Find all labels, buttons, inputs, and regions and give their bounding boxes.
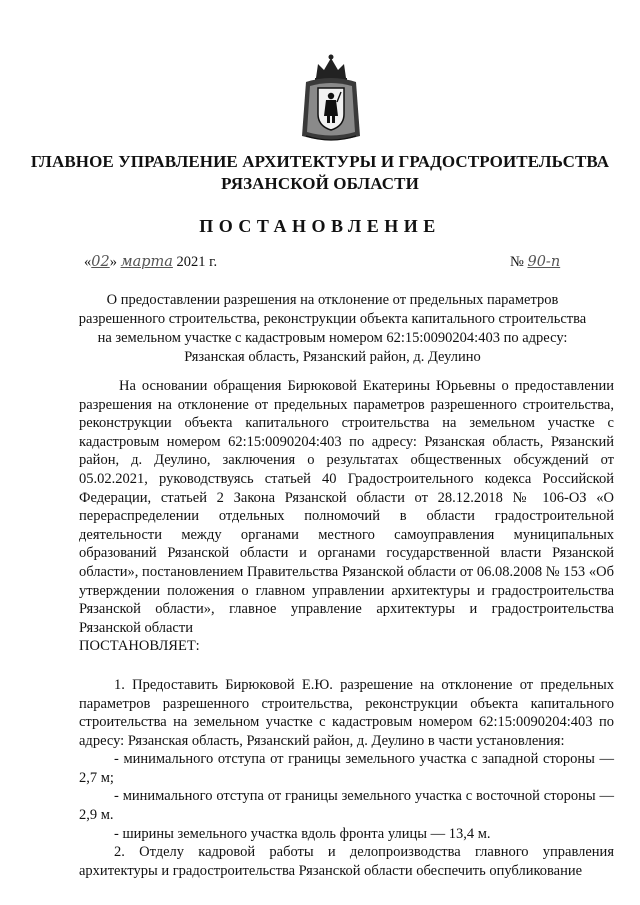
subject-line: О предоставлении разрешения на отклонение от предельных параметров — [106, 292, 559, 308]
date-day: 02 — [91, 254, 110, 270]
clause-1-bullet-width: - ширины земельного участка вдоль фронта улицы — 13,4 м. — [114, 825, 491, 842]
subject-line: Рязанская область, Рязанский район, д. Деулино — [184, 349, 481, 365]
subject-line: на земельном участке с кадастровым номером 62:15:0090204:403 по адресу: — [97, 330, 568, 346]
document-type-title: ПОСТАНОВЛЕНИЕ — [199, 216, 441, 236]
document-date — [84, 254, 217, 271]
document-body — [79, 377, 614, 880]
clause-1-bullet-west: - минимального отступа от границы земельного участка с западной стороны — 2,7 м; — [79, 751, 614, 786]
document-number — [510, 254, 560, 271]
preamble-paragraph: На основании обращения Бирюковой Екатерины Юрьевны о предоставлении разрешения на отклонение от предельных параметров разрешенного строительства, реконструкции объекта капитального строительства на земельном участке с кадастровым номером 62:15:0090204:403 по адресу: Рязанская область, Рязанский район, д. Деулино, заключения о результатах общественных обсуждений от 05.02.2021, руководствуясь статьей 40 Градостроительного кодекса Российской Федерации, статьей 2 Закона Рязанской области от 28.12.2018 № 106-ОЗ «О перераспределении отдельных полномочий в области градостроительной деятельности между органами местного самоуправления муниципальных образований Рязанской области и органами государственной власти Рязанской области», постановлением Правительства Рязанской области от 06.08.2008 № 153 «Об утверждении положения о главном управлении архитектуры и градостроительства Рязанской области», главное управление архитектуры и градостроительства Рязанской области — [79, 378, 614, 636]
date-close-quote: » — [109, 254, 117, 270]
document-subject — [70, 291, 595, 367]
resolves-heading: ПОСТАНОВЛЯЕТ: — [79, 638, 200, 655]
number-label: № — [510, 254, 528, 270]
clause-1-bullet-east: - минимального отступа от границы земельного участка с восточной стороны — 2,9 м. — [79, 788, 614, 824]
date-month: марта — [120, 254, 173, 270]
number-value: 90-п — [527, 254, 561, 270]
date-open-quote: « — [84, 254, 92, 270]
date-year: 2021 г. — [172, 254, 218, 270]
clause-2: 2. Отделу кадровой работы и делопроизводства главного управления архитектуры и градостроительства Рязанской области обеспечить опубликование — [79, 844, 614, 879]
coat-of-arms-icon — [298, 52, 364, 144]
organization-region: РЯЗАНСКОЙ ОБЛАСТИ — [221, 174, 419, 193]
clause-1: 1. Предоставить Бирюковой Е.Ю. разрешение на отклонение от предельных параметров разрешенного строительства, реконструкции объекта капитального строительства на земельном участке с кадастровым номером 62:15:0090204:403 по адресу: Рязанская область, Рязанский район, д. Деулино в части установления: — [79, 676, 614, 749]
subject-line: разрешенного строительства, реконструкции объекта капитального строительства — [78, 311, 587, 327]
organization-name: ГЛАВНОЕ УПРАВЛЕНИЕ АРХИТЕКТУРЫ И ГРАДОСТРОИТЕЛЬСТВА — [30, 152, 610, 171]
